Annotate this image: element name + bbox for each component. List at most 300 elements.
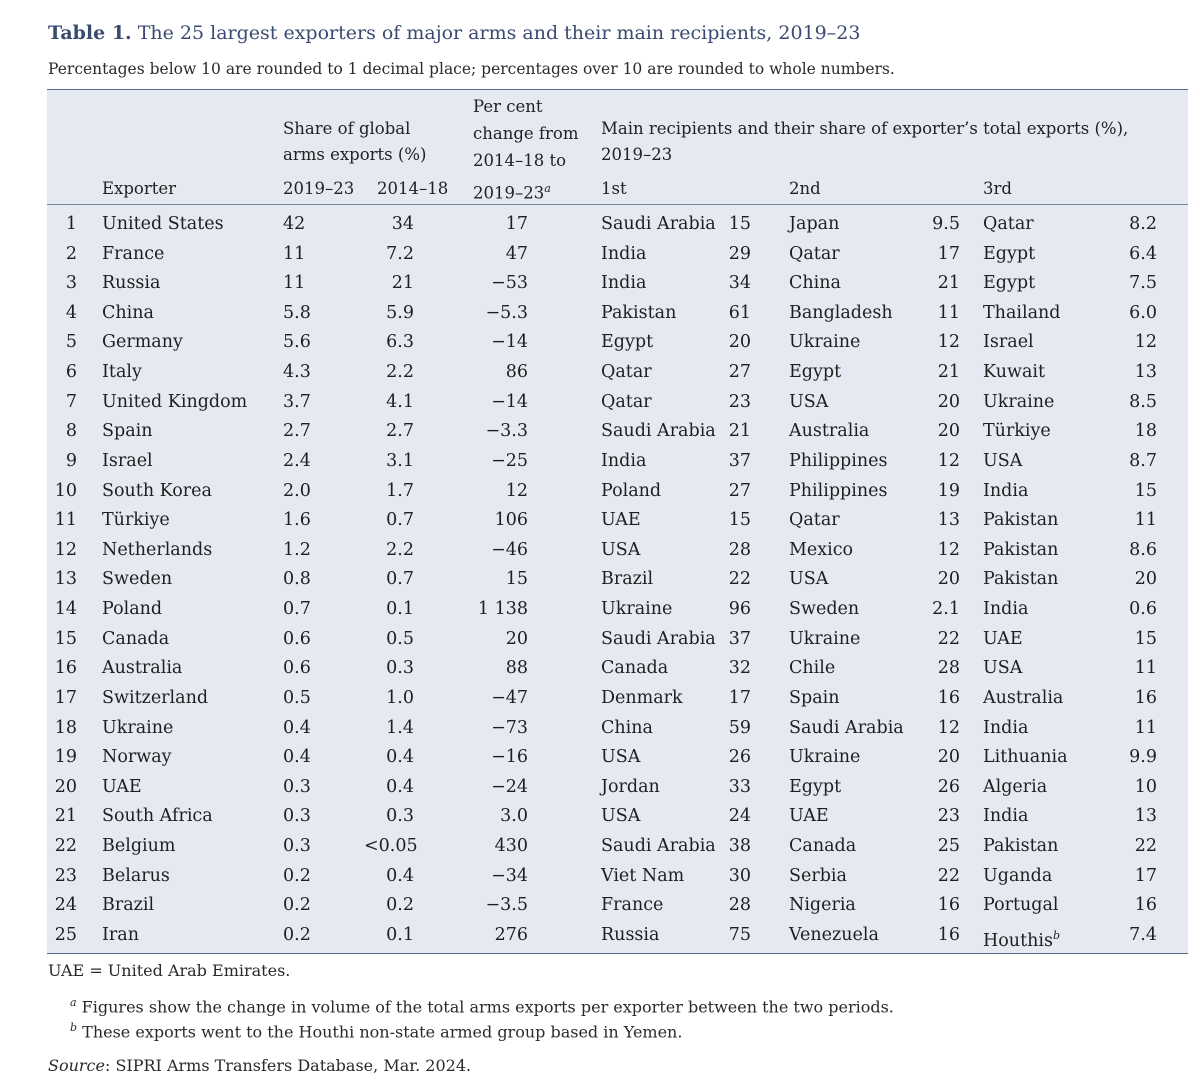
exporter-cell bbox=[102, 269, 160, 299]
change-cell bbox=[462, 862, 528, 892]
table-row bbox=[47, 654, 1188, 684]
change-cell bbox=[462, 240, 528, 270]
table-subtitle: Percentages below 10 are rounded to 1 decimal place; percentages over 10 are rounded to whole numbers. bbox=[48, 60, 895, 78]
recipient-3-share bbox=[1107, 358, 1157, 388]
change-cell bbox=[462, 684, 528, 714]
recipient-1-share-text: 27 bbox=[728, 480, 751, 501]
recipient-2-name bbox=[789, 299, 893, 329]
recipient-2-share bbox=[915, 714, 960, 744]
recipient-2-name bbox=[789, 595, 859, 625]
recipient-2-share-text: 9.5 bbox=[932, 214, 960, 234]
change-cell bbox=[462, 388, 528, 418]
rank-cell-text: 4 bbox=[65, 302, 77, 323]
recipient-2-share bbox=[915, 210, 960, 240]
table-row bbox=[47, 773, 1188, 803]
rank-cell bbox=[47, 388, 77, 418]
recipient-2-share bbox=[915, 654, 960, 684]
recipient-1-share-text: 34 bbox=[728, 273, 751, 294]
recipient-2-share-text: 20 bbox=[937, 421, 960, 442]
change-cell-text: −73 bbox=[491, 717, 528, 738]
recipient-1-name-text: China bbox=[601, 717, 653, 738]
recipient-1-name bbox=[601, 388, 652, 418]
recipient-1-name bbox=[601, 684, 683, 714]
rank-cell bbox=[47, 299, 77, 329]
share-2019-23-cell-text: 0.4 bbox=[283, 747, 311, 768]
share-2019-23-cell bbox=[283, 477, 311, 507]
change-cell-text: −25 bbox=[491, 450, 528, 471]
share-2014-18-cell bbox=[364, 595, 414, 625]
recipient-1-name-text: Qatar bbox=[601, 391, 652, 412]
change-cell bbox=[462, 477, 528, 507]
header-change-line1: Per cent bbox=[473, 97, 543, 116]
exporter-cell-text: Germany bbox=[102, 332, 183, 353]
share-2014-18-cell bbox=[364, 447, 414, 477]
share-2014-18-cell-text: 0.1 bbox=[386, 924, 414, 945]
recipient-3-name-text: Kuwait bbox=[983, 362, 1046, 383]
recipient-2-share bbox=[915, 684, 960, 714]
table-row bbox=[47, 743, 1188, 773]
exporter-cell-text: Israel bbox=[102, 450, 153, 471]
recipient-3-share-text: 6.4 bbox=[1129, 243, 1157, 264]
share-2019-23-cell-text: 5.6 bbox=[283, 332, 311, 353]
share-2019-23-cell bbox=[283, 506, 311, 536]
recipient-1-share-text: 30 bbox=[728, 865, 751, 886]
recipient-2-share-text: 11 bbox=[937, 302, 960, 323]
recipient-1-name bbox=[601, 536, 640, 566]
recipient-2-name bbox=[789, 417, 869, 447]
change-cell-text: −16 bbox=[491, 747, 528, 768]
recipient-3-name-text: Qatar bbox=[983, 214, 1034, 234]
exporter-cell-text: United States bbox=[102, 214, 224, 234]
share-2019-23-cell bbox=[283, 773, 311, 803]
recipient-1-share-text: 96 bbox=[728, 599, 751, 620]
change-cell-text: −14 bbox=[491, 332, 528, 353]
recipient-1-name bbox=[601, 832, 716, 862]
recipient-2-name bbox=[789, 269, 841, 299]
exporter-cell-text: Iran bbox=[102, 924, 139, 945]
recipient-3-share-text: 20 bbox=[1134, 569, 1157, 590]
recipient-1-name-text: Canada bbox=[601, 658, 669, 679]
table-row bbox=[47, 891, 1188, 921]
share-2019-23-cell-text: 4.3 bbox=[283, 362, 311, 383]
share-2019-23-cell bbox=[283, 921, 311, 951]
recipient-2-share bbox=[915, 506, 960, 536]
share-2014-18-cell bbox=[364, 536, 414, 566]
recipient-2-share-text: 21 bbox=[937, 273, 960, 294]
source-line bbox=[48, 1056, 471, 1075]
recipient-2-name-text: USA bbox=[789, 391, 829, 412]
share-2019-23-cell-text: 42 bbox=[283, 214, 306, 234]
rank-cell bbox=[47, 447, 77, 477]
share-2019-23-cell-text: 0.3 bbox=[283, 836, 311, 857]
recipient-2-name-text: Ukraine bbox=[789, 628, 861, 649]
recipient-1-name bbox=[601, 802, 640, 832]
share-2019-23-cell-text: 2.7 bbox=[283, 421, 311, 442]
share-2019-23-cell bbox=[283, 328, 311, 358]
recipient-2-share bbox=[915, 477, 960, 507]
recipient-2-name-text: Philippines bbox=[789, 480, 888, 501]
recipient-1-share-text: 15 bbox=[728, 510, 751, 531]
recipient-3-name-text: Australia bbox=[983, 687, 1064, 708]
recipient-2-name bbox=[789, 684, 840, 714]
exporter-cell bbox=[102, 210, 224, 240]
exporter-cell bbox=[102, 773, 142, 803]
recipient-2-share bbox=[915, 565, 960, 595]
recipient-1-share bbox=[719, 921, 751, 951]
recipient-3-name bbox=[983, 654, 1022, 684]
recipient-2-share-text: 12 bbox=[937, 332, 960, 353]
recipient-3-name bbox=[983, 921, 1060, 956]
share-2014-18-cell bbox=[364, 210, 414, 240]
rank-cell bbox=[47, 714, 77, 744]
recipient-2-share-text: 13 bbox=[937, 510, 960, 531]
recipient-3-share-text: 17 bbox=[1134, 865, 1157, 886]
change-cell bbox=[462, 328, 528, 358]
recipient-3-name bbox=[983, 240, 1035, 270]
recipient-2-share-text: 22 bbox=[937, 628, 960, 649]
table-row bbox=[47, 447, 1188, 477]
share-2019-23-cell bbox=[283, 714, 311, 744]
recipient-2-name-text: Ukraine bbox=[789, 747, 861, 768]
recipient-1-name bbox=[601, 625, 716, 655]
recipient-1-name-text: India bbox=[601, 450, 647, 471]
recipient-2-share bbox=[915, 921, 960, 951]
share-2014-18-cell bbox=[364, 417, 414, 447]
header-recipients-line2: 2019–23 bbox=[601, 145, 673, 164]
rank-cell-text: 13 bbox=[54, 569, 77, 590]
recipient-3-name-text: India bbox=[983, 806, 1029, 827]
share-2019-23-cell-text: 2.4 bbox=[283, 450, 311, 471]
share-2014-18-cell-text: 21 bbox=[391, 273, 414, 294]
recipient-3-name-text: Egypt bbox=[983, 273, 1036, 294]
recipient-1-name-text: Ukraine bbox=[601, 599, 673, 620]
recipient-1-share-text: 20 bbox=[728, 332, 751, 353]
recipient-3-share bbox=[1107, 388, 1157, 418]
recipient-2-name-text: UAE bbox=[789, 806, 829, 827]
exporter-cell-text: Norway bbox=[102, 747, 172, 768]
recipient-3-share-text: 0.6 bbox=[1129, 599, 1157, 620]
share-2019-23-cell-text: 11 bbox=[283, 243, 306, 264]
recipient-3-share bbox=[1107, 328, 1157, 358]
recipient-1-share bbox=[719, 832, 751, 862]
share-2019-23-cell bbox=[283, 388, 311, 418]
recipient-3-share bbox=[1107, 565, 1157, 595]
recipient-2-name-text: USA bbox=[789, 569, 829, 590]
header-change-line4 bbox=[473, 176, 551, 207]
footnote-b-marker: b bbox=[70, 1021, 78, 1034]
rank-cell bbox=[47, 328, 77, 358]
recipient-3-share-text: 8.6 bbox=[1129, 539, 1157, 560]
exporter-cell-text: Poland bbox=[102, 599, 163, 620]
recipient-1-name bbox=[601, 358, 652, 388]
recipient-3-share-text: 8.7 bbox=[1129, 450, 1157, 471]
recipient-3-share bbox=[1107, 506, 1157, 536]
table-row bbox=[47, 269, 1188, 299]
exporter-cell bbox=[102, 240, 164, 270]
recipient-3-share bbox=[1107, 447, 1157, 477]
recipient-1-share bbox=[719, 240, 751, 270]
share-2014-18-cell bbox=[364, 921, 414, 951]
recipient-3-share-text: 16 bbox=[1134, 895, 1157, 916]
change-cell-text: 12 bbox=[505, 480, 528, 501]
recipient-2-share-text: 12 bbox=[937, 450, 960, 471]
table-row bbox=[47, 832, 1188, 862]
recipient-3-share-text: 10 bbox=[1134, 776, 1157, 797]
footnote-a-marker: a bbox=[70, 996, 77, 1009]
share-2019-23-cell-text: 0.2 bbox=[283, 865, 311, 886]
recipient-2-share bbox=[915, 536, 960, 566]
recipient-2-name-text: Egypt bbox=[789, 776, 842, 797]
recipient-3-share bbox=[1107, 891, 1157, 921]
footnote-b bbox=[70, 1021, 682, 1041]
change-cell-text: 17 bbox=[505, 214, 528, 234]
rank-cell bbox=[47, 921, 77, 951]
share-2014-18-cell bbox=[364, 358, 414, 388]
recipient-3-share bbox=[1107, 595, 1157, 625]
recipient-2-share bbox=[915, 595, 960, 625]
rank-cell-text: 22 bbox=[54, 836, 77, 857]
recipient-1-share bbox=[719, 447, 751, 477]
share-2019-23-cell bbox=[283, 299, 311, 329]
recipient-1-name-text: USA bbox=[601, 806, 641, 827]
table-row bbox=[47, 299, 1188, 329]
change-cell bbox=[462, 506, 528, 536]
exporter-cell-text: Netherlands bbox=[102, 539, 213, 560]
source-label: Source bbox=[48, 1056, 105, 1075]
recipient-1-name-text: Russia bbox=[601, 924, 660, 945]
recipient-1-share-text: 15 bbox=[728, 214, 751, 234]
recipient-1-share bbox=[719, 565, 751, 595]
rank-cell bbox=[47, 536, 77, 566]
recipient-3-share-text: 22 bbox=[1134, 836, 1157, 857]
recipient-3-share bbox=[1107, 654, 1157, 684]
change-cell bbox=[462, 921, 528, 951]
recipient-2-name bbox=[789, 714, 904, 744]
share-2019-23-cell-text: 1.6 bbox=[283, 510, 311, 531]
recipient-2-share-text: 22 bbox=[937, 865, 960, 886]
recipient-3-share bbox=[1107, 862, 1157, 892]
exporter-cell-text: Brazil bbox=[102, 895, 155, 916]
recipient-1-share bbox=[719, 743, 751, 773]
recipient-1-share-text: 27 bbox=[728, 362, 751, 383]
exporter-cell bbox=[102, 862, 170, 892]
change-cell-text: 88 bbox=[505, 658, 528, 679]
recipient-2-name bbox=[789, 388, 828, 418]
recipient-3-name-text: Algeria bbox=[983, 776, 1048, 797]
recipient-3-name bbox=[983, 328, 1034, 358]
share-2019-23-cell bbox=[283, 240, 305, 270]
recipient-1-name-text: Saudi Arabia bbox=[601, 628, 716, 649]
change-cell bbox=[462, 654, 528, 684]
exporter-cell bbox=[102, 565, 172, 595]
recipient-3-name-text: Ukraine bbox=[983, 391, 1055, 412]
recipient-3-name bbox=[983, 417, 1051, 447]
recipient-2-name-text: Serbia bbox=[789, 865, 847, 886]
share-2019-23-cell-text: 0.7 bbox=[283, 599, 311, 620]
recipient-3-share bbox=[1107, 684, 1157, 714]
recipient-2-share-text: 25 bbox=[937, 836, 960, 857]
rank-cell-text: 11 bbox=[54, 510, 77, 531]
share-2019-23-cell bbox=[283, 654, 311, 684]
recipient-2-name bbox=[789, 210, 839, 240]
share-2014-18-cell-text: 0.3 bbox=[386, 658, 414, 679]
recipient-1-name-text: Jordan bbox=[601, 776, 660, 797]
recipient-1-share-text: 61 bbox=[728, 302, 751, 323]
exporter-cell-text: UAE bbox=[102, 776, 142, 797]
exporter-cell bbox=[102, 477, 212, 507]
share-2019-23-cell-text: 2.0 bbox=[283, 480, 311, 501]
exporter-cell bbox=[102, 506, 170, 536]
recipient-1-share-text: 26 bbox=[728, 747, 751, 768]
exporter-cell-text: Canada bbox=[102, 628, 170, 649]
recipient-2-share bbox=[915, 358, 960, 388]
header-share-2014-18: 2014–18 bbox=[377, 179, 449, 198]
rank-cell bbox=[47, 773, 77, 803]
recipient-3-name-text: Portugal bbox=[983, 895, 1059, 916]
recipient-3-name-text: Israel bbox=[983, 332, 1034, 353]
recipient-1-name bbox=[601, 891, 663, 921]
exporter-cell-text: Belgium bbox=[102, 836, 176, 857]
rank-cell-text: 18 bbox=[54, 717, 77, 738]
exporter-cell bbox=[102, 595, 162, 625]
exporter-cell-text: Italy bbox=[102, 362, 142, 383]
recipient-1-name bbox=[601, 565, 653, 595]
recipient-3-name bbox=[983, 299, 1060, 329]
recipient-1-share bbox=[719, 269, 751, 299]
recipient-1-name-text: Saudi Arabia bbox=[601, 214, 716, 234]
recipient-2-name bbox=[789, 773, 841, 803]
table-row bbox=[47, 802, 1188, 832]
exporter-cell-text: Spain bbox=[102, 421, 153, 442]
table-row bbox=[47, 506, 1188, 536]
rank-cell-text: 9 bbox=[65, 450, 77, 471]
recipient-1-share-text: 28 bbox=[728, 895, 751, 916]
recipient-1-share-text: 24 bbox=[728, 806, 751, 827]
change-cell bbox=[462, 743, 528, 773]
recipient-1-name bbox=[601, 714, 653, 744]
recipient-1-share-text: 29 bbox=[728, 243, 751, 264]
share-2014-18-cell bbox=[364, 240, 414, 270]
share-2019-23-cell-text: 0.3 bbox=[283, 806, 311, 827]
table-row bbox=[47, 417, 1188, 447]
change-cell-text: 1 138 bbox=[477, 599, 528, 620]
recipient-1-share bbox=[719, 358, 751, 388]
recipient-3-name bbox=[983, 477, 1028, 507]
exporter-cell-text: South Africa bbox=[102, 806, 213, 827]
table-row bbox=[47, 684, 1188, 714]
share-2019-23-cell-text: 5.8 bbox=[283, 302, 311, 323]
recipient-2-name-text: Ukraine bbox=[789, 332, 861, 353]
recipient-3-name-text: USA bbox=[983, 450, 1023, 471]
recipient-3-name-text: USA bbox=[983, 658, 1023, 679]
recipient-1-name bbox=[601, 743, 640, 773]
recipient-2-share-text: 12 bbox=[937, 539, 960, 560]
rank-cell bbox=[47, 684, 77, 714]
recipient-3-share-text: 13 bbox=[1134, 806, 1157, 827]
share-2019-23-cell bbox=[283, 565, 311, 595]
recipient-1-name-text: Saudi Arabia bbox=[601, 836, 716, 857]
share-2019-23-cell bbox=[283, 832, 311, 862]
share-2019-23-cell bbox=[283, 269, 305, 299]
rank-cell bbox=[47, 654, 77, 684]
share-2014-18-cell bbox=[364, 714, 414, 744]
exporter-cell bbox=[102, 654, 182, 684]
recipient-3-name-text: UAE bbox=[983, 628, 1023, 649]
exporter-cell-text: France bbox=[102, 243, 165, 264]
recipient-3-name bbox=[983, 447, 1022, 477]
recipient-3-share-text: 12 bbox=[1134, 332, 1157, 353]
share-2014-18-cell bbox=[364, 684, 414, 714]
recipient-2-share-text: 28 bbox=[937, 658, 960, 679]
change-cell-text: −46 bbox=[491, 539, 528, 560]
rank-cell-text: 12 bbox=[54, 539, 77, 560]
recipient-2-name-text: Chile bbox=[789, 658, 836, 679]
table-row bbox=[47, 358, 1188, 388]
change-cell-text: −3.5 bbox=[485, 895, 528, 916]
change-cell bbox=[462, 269, 528, 299]
recipient-3-name bbox=[983, 536, 1058, 566]
share-2019-23-cell-text: 0.3 bbox=[283, 776, 311, 797]
recipient-1-name-text: India bbox=[601, 273, 647, 294]
recipient-1-name bbox=[601, 269, 646, 299]
recipient-1-share bbox=[719, 388, 751, 418]
recipient-3-share bbox=[1107, 743, 1157, 773]
recipient-2-name bbox=[789, 921, 879, 951]
recipient-2-name bbox=[789, 802, 829, 832]
recipient-2-name-text: Qatar bbox=[789, 243, 840, 264]
recipient-2-share bbox=[915, 240, 960, 270]
share-2019-23-cell-text: 0.6 bbox=[283, 658, 311, 679]
recipient-2-share-text: 16 bbox=[937, 924, 960, 945]
share-2019-23-cell bbox=[283, 595, 311, 625]
recipient-3-share-text: 6.0 bbox=[1129, 302, 1157, 323]
share-2014-18-cell-text: 3.1 bbox=[386, 450, 414, 471]
share-2019-23-cell-text: 0.5 bbox=[283, 687, 311, 708]
rank-cell-text: 17 bbox=[54, 687, 77, 708]
table-row bbox=[47, 862, 1188, 892]
header-share-line1: Share of global bbox=[283, 119, 411, 138]
share-2019-23-cell bbox=[283, 358, 311, 388]
rank-cell bbox=[47, 625, 77, 655]
recipient-1-name-text: USA bbox=[601, 539, 641, 560]
exporter-cell-text: Ukraine bbox=[102, 717, 174, 738]
rank-cell-text: 21 bbox=[54, 806, 77, 827]
share-2019-23-cell-text: 0.6 bbox=[283, 628, 311, 649]
exporter-cell-text: Switzerland bbox=[102, 687, 209, 708]
share-2019-23-cell bbox=[283, 684, 311, 714]
exporter-cell bbox=[102, 625, 169, 655]
recipient-2-name bbox=[789, 328, 860, 358]
recipient-1-name-text: Saudi Arabia bbox=[601, 421, 716, 442]
recipient-2-name bbox=[789, 447, 887, 477]
recipient-1-name-text: Viet Nam bbox=[601, 865, 685, 886]
share-2014-18-cell-text: 0.1 bbox=[386, 599, 414, 620]
share-2019-23-cell-text: 0.8 bbox=[283, 569, 311, 590]
rank-cell bbox=[47, 240, 77, 270]
recipient-1-share bbox=[719, 210, 751, 240]
recipient-2-share-text: 21 bbox=[937, 362, 960, 383]
recipient-1-share-text: 75 bbox=[728, 924, 751, 945]
recipient-3-name-text: Pakistan bbox=[983, 836, 1059, 857]
exporter-cell-text: Belarus bbox=[102, 865, 170, 886]
recipient-3-name-text: Thailand bbox=[983, 302, 1061, 323]
recipient-3-share-text: 11 bbox=[1134, 658, 1157, 679]
recipient-1-name bbox=[601, 654, 668, 684]
share-2014-18-cell-text: 0.5 bbox=[386, 628, 414, 649]
recipient-3-name-text: India bbox=[983, 717, 1029, 738]
share-2014-18-cell bbox=[364, 802, 414, 832]
share-2014-18-cell bbox=[364, 891, 414, 921]
